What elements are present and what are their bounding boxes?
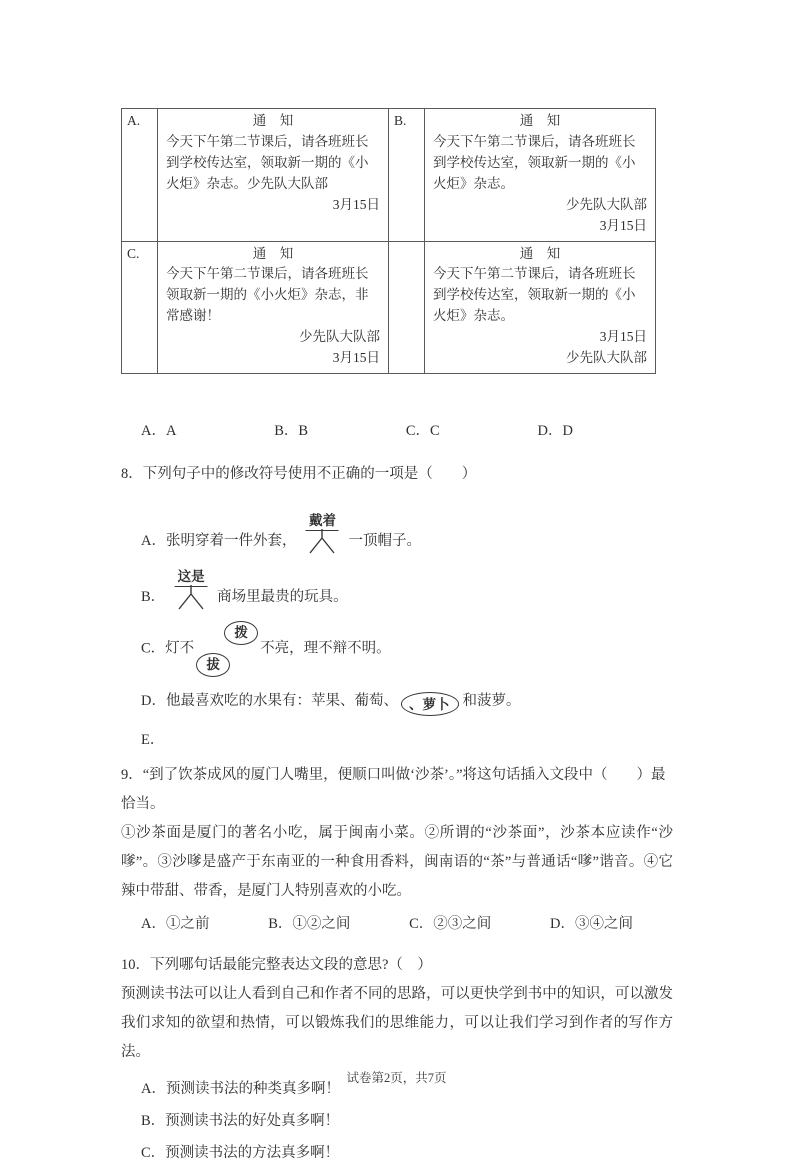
q8-d-text-pre: D．他最喜欢吃的水果有：苹果、葡萄、 bbox=[141, 693, 398, 710]
q7-option-b: B．B bbox=[274, 423, 309, 440]
notice-label-b: B. bbox=[389, 109, 425, 242]
notice-body: 今天下午第二节课后，请各班班长到学校传达室，领取新一期的《小火炬》杂志。少先队大队部 bbox=[166, 133, 369, 191]
q8-c-text-post: 不亮，理不辩不明。 bbox=[260, 640, 391, 657]
insert-proofmark bbox=[298, 509, 346, 553]
notice-label-a: A. bbox=[122, 109, 158, 242]
delete-proofmark: 、萝卜 bbox=[401, 692, 460, 716]
notice-body: 今天下午第二节课后，请各班班长到学校传达室，领取新一期的《小火炬》杂志。 bbox=[433, 133, 636, 191]
notice-table-row bbox=[122, 241, 656, 374]
q9-option-b: B．①②之间 bbox=[268, 916, 351, 933]
question-9-passage: ①沙茶面是厦门的著名小吃，属于闽南小菜。②所谓的“沙茶面”，沙茶本应读作“沙嗲”。③沙嗲是盛产于东南亚的一种食用香料，闽南语的“茶”与普通话“嗲”谐音。④它辣中带甜、带香，是厦门人特别喜欢的小吃。 bbox=[121, 825, 673, 900]
page-content bbox=[121, 108, 673, 1173]
q8-option-e: E． bbox=[141, 732, 165, 749]
q10-option-c: C．预测读书法的方法真多啊！ bbox=[141, 1145, 340, 1162]
notice-title: 通 知 bbox=[519, 113, 561, 128]
q8-b-text-pre: B． bbox=[141, 589, 166, 606]
q8-c-text-pre: C．灯不 bbox=[141, 640, 195, 657]
question-9-stem: 9．“到了饮茶成风的厦门人嘴里，便顺口叫做‘沙茶’。”将这句话插入文段中（ ）最恰当。 bbox=[121, 767, 666, 813]
insert-word: 戴着 bbox=[306, 509, 339, 531]
swap-word-top: 拨 bbox=[224, 621, 258, 645]
notice-sign-line-1: 少先队大队部 bbox=[299, 329, 380, 345]
notice-table-row bbox=[122, 109, 656, 242]
q8-option-c bbox=[141, 621, 673, 677]
q8-option-b bbox=[141, 565, 673, 609]
notice-body: 今天下午第二节课后，请各班班长领取新一期的《小火炬》杂志，非常感谢！ bbox=[166, 266, 369, 324]
q7-option-d: D．D bbox=[537, 423, 573, 440]
q8-option-a bbox=[141, 509, 673, 553]
q8-a-text-pre: A．张明穿着一件外套， bbox=[141, 533, 297, 550]
q8-option-d bbox=[141, 689, 673, 716]
swap-word-bottom: 拔 bbox=[196, 653, 230, 677]
q10-option-a: A．预测读书法的种类真多啊！ bbox=[141, 1081, 340, 1098]
notice-sign-line-1: 少先队大队部 bbox=[566, 196, 647, 212]
q8-b-text-post: 商场里最贵的玩具。 bbox=[217, 589, 348, 606]
notice-sign-line-2: 3月15日 bbox=[599, 217, 647, 233]
insert-proofmark bbox=[167, 565, 215, 609]
notice-cell-b bbox=[425, 109, 656, 242]
notice-cell-a bbox=[158, 109, 389, 242]
notice-title: 通 知 bbox=[252, 113, 294, 128]
q9-answer-options bbox=[141, 912, 633, 933]
q7-option-a: A．A bbox=[141, 423, 177, 440]
notice-sign-line-1: 3月15日 bbox=[332, 196, 380, 212]
q9-option-a: A．①之前 bbox=[141, 916, 210, 933]
q8-a-text-post: 一顶帽子。 bbox=[348, 533, 421, 550]
notice-sign-line-2: 3月15日 bbox=[332, 350, 380, 366]
notice-cell-c bbox=[158, 241, 389, 374]
q7-answer-options bbox=[141, 419, 573, 440]
q8-d-text-post: 和菠萝。 bbox=[462, 693, 521, 710]
notice-cell-d bbox=[425, 241, 656, 374]
notice-title: 通 知 bbox=[519, 245, 561, 261]
insert-caret-icon bbox=[305, 528, 339, 554]
notice-sign-line-1: 3月15日 bbox=[599, 329, 647, 345]
insert-word: 这是 bbox=[175, 565, 208, 587]
page-footer: 试卷第2页，共7页 bbox=[346, 1071, 447, 1085]
q9-option-d: D．③④之间 bbox=[549, 916, 633, 933]
question-10-stem: 10．下列哪句话最能完整表达文段的意思?（ ） bbox=[121, 957, 432, 974]
notice-table bbox=[121, 108, 656, 374]
question-10-passage: 预测读书法可以让人看到自己和作者不同的思路，可以更快学到书中的知识，可以激发我们求知的欲望和热情，可以锻炼我们的思维能力，可以让我们学习到作者的写作方法。 bbox=[121, 986, 673, 1061]
notice-body: 今天下午第二节课后，请各班班长到学校传达室，领取新一期的《小火炬》杂志。 bbox=[433, 266, 636, 324]
notice-sign-line-2: 少先队大队部 bbox=[566, 350, 647, 366]
q9-option-c: C．②③之间 bbox=[409, 916, 492, 933]
notice-label-c: C. bbox=[122, 241, 158, 374]
insert-caret-icon bbox=[174, 584, 208, 610]
question-8-stem: 8．下列句子中的修改符号使用不正确的一项是（ ） bbox=[121, 466, 477, 483]
notice-label-d bbox=[389, 241, 425, 374]
q7-option-c: C．C bbox=[405, 423, 440, 440]
swap-proofmark bbox=[196, 621, 258, 677]
q10-option-b: B．预测读书法的好处真多啊！ bbox=[141, 1113, 340, 1130]
notice-title: 通 知 bbox=[252, 245, 294, 261]
